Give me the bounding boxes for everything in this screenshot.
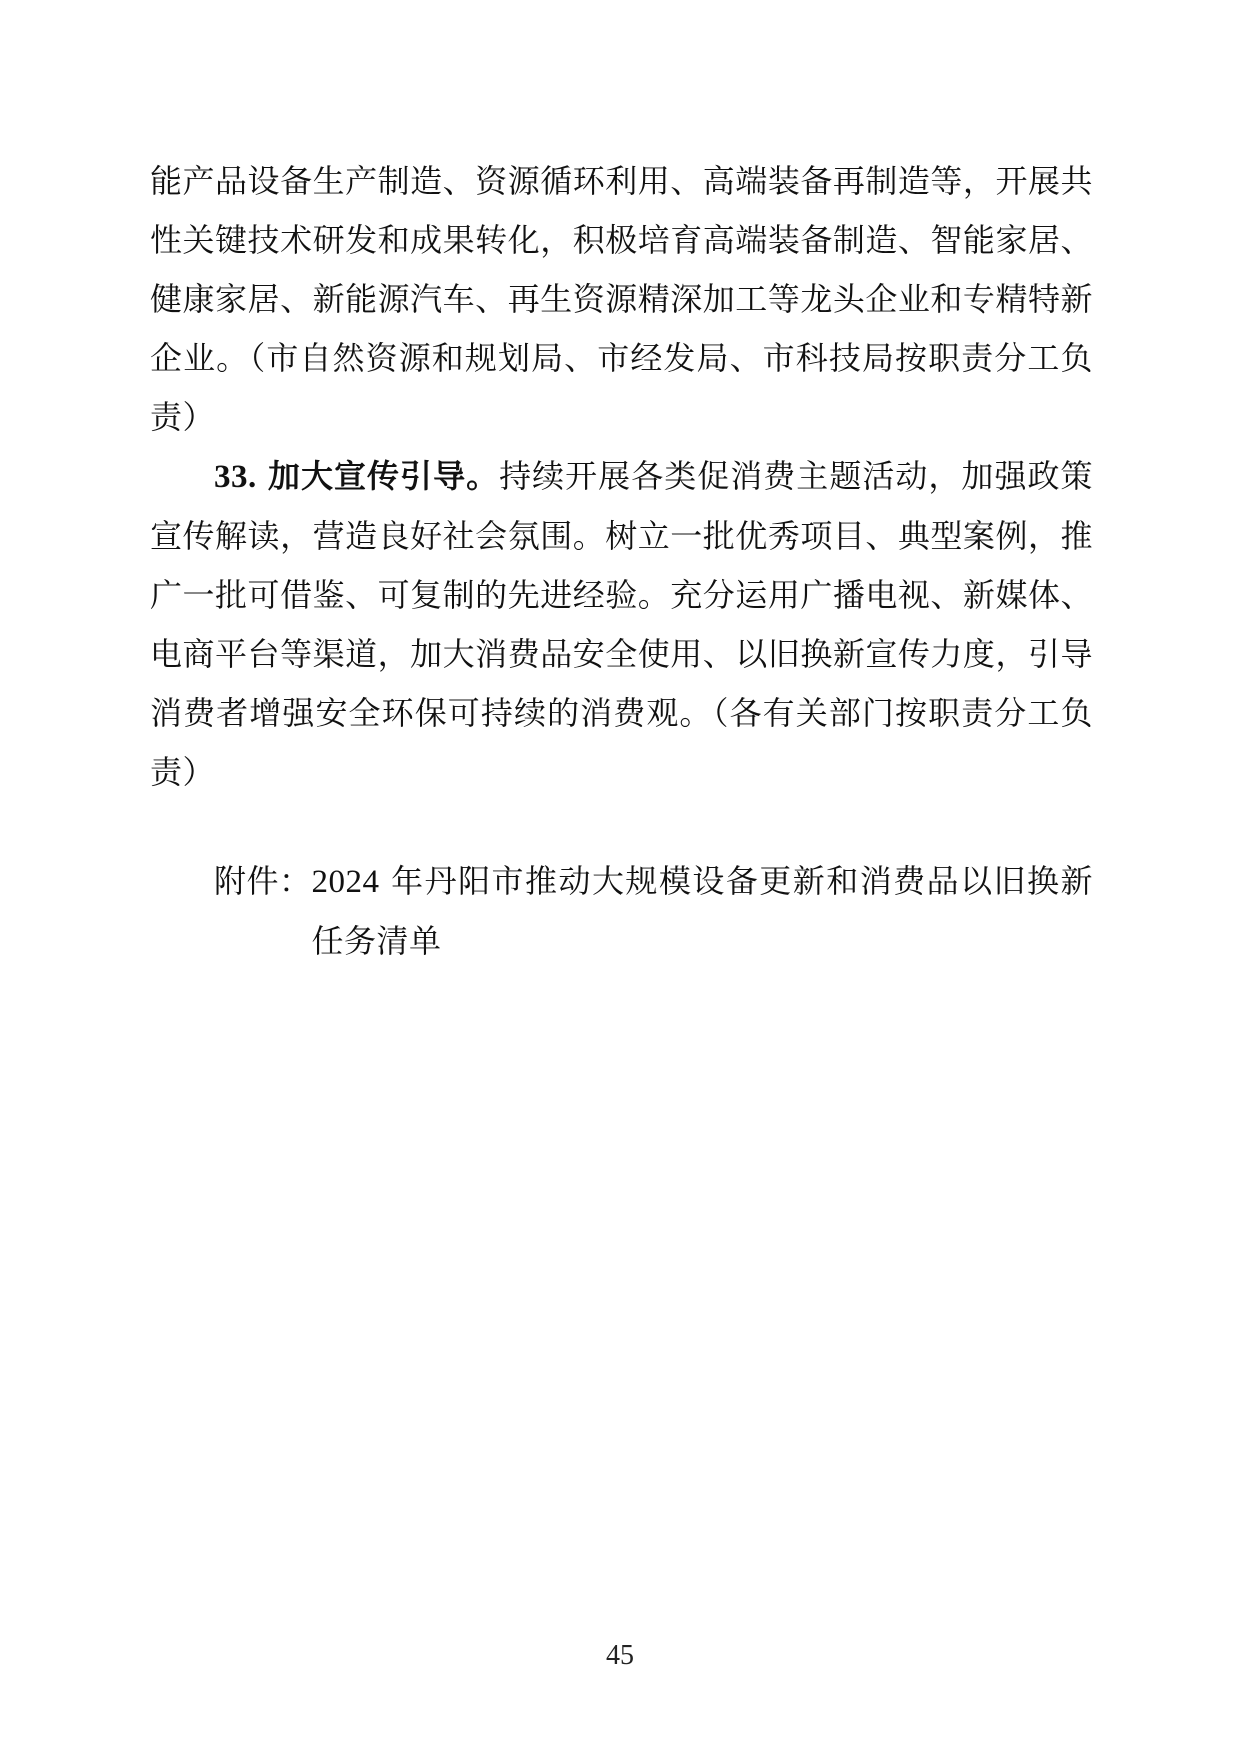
attachment-title-text: 年丹阳市推动大规模设备更新和消费品以旧换新任务清单: [311, 862, 1093, 960]
item-title: 加大宣传引导。: [267, 457, 500, 495]
page-number: 45: [606, 1640, 634, 1671]
body-text: [150, 152, 1093, 802]
item-text: 持续开展各类促消费主题活动，加强政策宣传解读，营造良好社会氛围。树立一批优秀项目、典型案例，推广一批可借鉴、可复制的先进经验。充分运用广播电视、新媒体、电商平台等渠道，加大消费品安全使用、以旧换新宣传力度，引导消费者增强安全环保可持续的消费观。（各有关部门按职责分工负责）: [150, 457, 1093, 791]
attachment-line: [214, 852, 1093, 971]
attachment-label: 附件：: [214, 862, 312, 900]
item-33-paragraph: [150, 447, 1093, 802]
paragraph-continuation: 能产品设备生产制造、资源循环利用、高端装备再制造等，开展共性关键技术研发和成果转化，积极培育高端装备制造、智能家居、健康家居、新能源汽车、再生资源精深加工等龙头企业和专精特新企业。（市自然资源和规划局、市经发局、市科技局按职责分工负责）: [150, 162, 1093, 436]
attachment-year: 2024: [311, 864, 380, 900]
item-number: 33.: [214, 459, 257, 495]
attachment-title: [312, 852, 1093, 971]
